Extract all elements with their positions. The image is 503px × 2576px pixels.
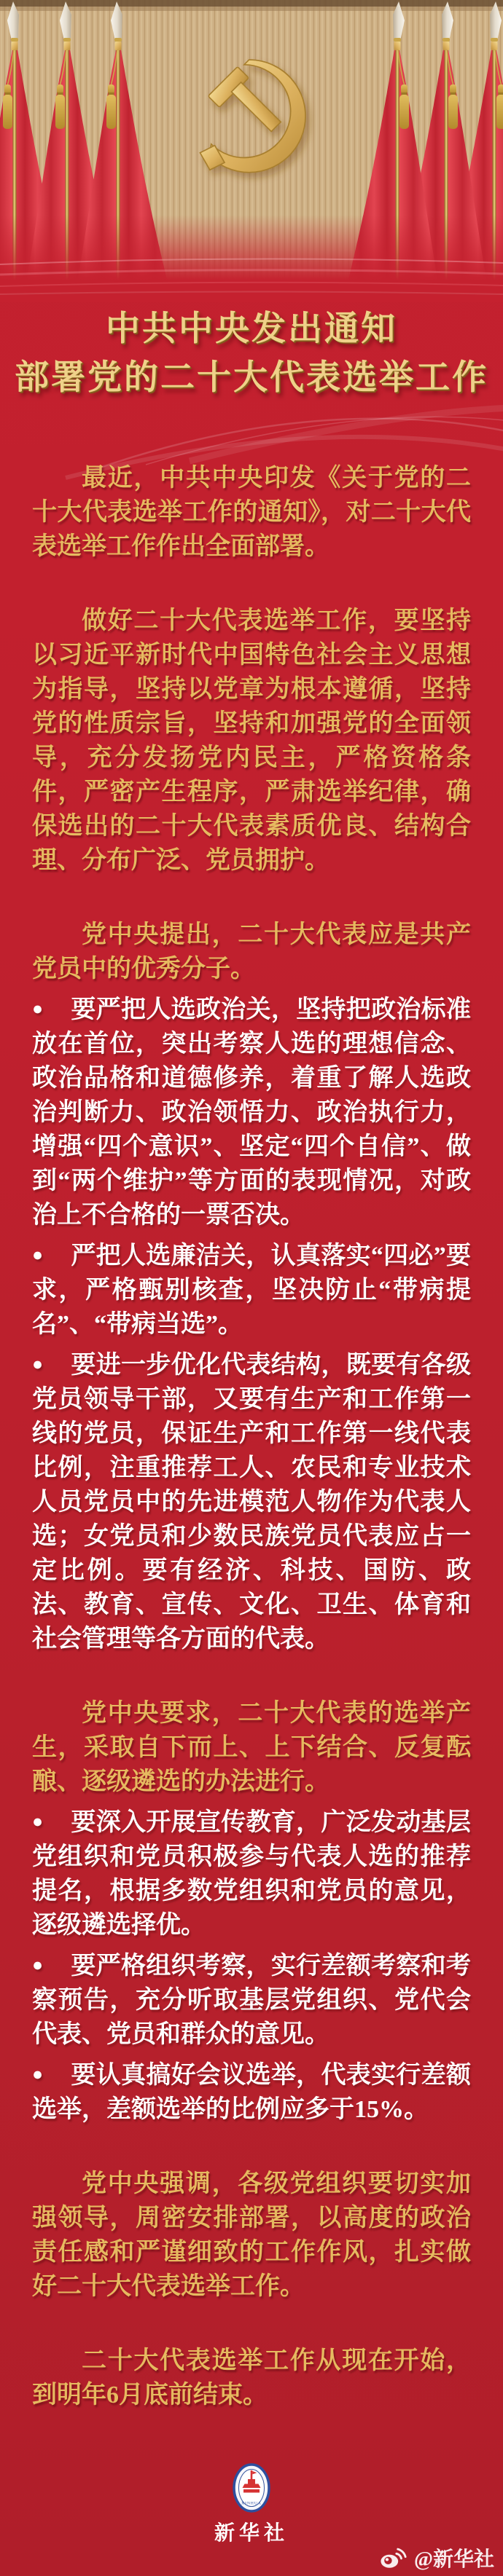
bullet-paragraph [32,1347,471,1656]
headline-line2: 部署党的二十大代表选举工作 [15,359,488,397]
bullet-dot: ● [32,1245,44,1265]
bullet-paragraph [32,1805,471,1942]
paragraph-text: 要深入开展宣传教育，广泛发动基层党组织和党员积极参与代表人选的推荐提名，根据多数党组织和党员的意见，逐级遴选择优。 [32,1809,471,1939]
bullet-paragraph [32,2057,471,2127]
weibo-watermark [380,2543,494,2572]
paragraph-text: 做好二十大代表选举工作，要坚持以习近平新时代中国特色社会主义思想为指导，坚持以党章为根本遵循，坚持党的性质宗旨，坚持和加强党的全面领导，充分发扬党内民主，严格资格条件，严密产生程序，严肃选举纪律，确保选出的二十大代表素质优良、结构合理、分布广泛、党员拥护。 [32,607,471,874]
weibo-handle: @新华社 [413,2548,494,2571]
bullet-dot: ● [32,1355,44,1374]
article-body [0,414,503,2418]
paragraph-text: 要进一步优化代表结构，既要有各级党员领导干部，又要有生产和工作第一线的党员，保证生产和工作第一线代表比例，注重推荐工人、农民和专业技术人员党员中的先进模范人物作为代表人选；女党员和少数民族党员代表应占一定比例。要有经济、科技、国防、政法、教育、宣传、文化、卫生、体育和社会管理等各方面的代表。 [32,1352,471,1653]
lead-paragraph [32,1696,471,1799]
bullet-paragraph [32,1238,471,1342]
bullet-dot: ● [32,2065,44,2084]
paragraph-text: 最近，中共中央印发《关于党的二十大代表选举工作的通知》，对二十大代表选举工作作出全面部署。 [32,465,471,560]
xinhua-logo [233,2463,270,2516]
bullet-dot: ● [32,1812,44,1832]
headline [0,305,503,403]
bullet-dot: ● [32,1955,44,1975]
agency-name: 新华社 [214,2522,289,2545]
paragraph-text: 要严把人选政治关，坚持把政治标准放在首位，突出考察人选的理想信念、政治品格和道德修养，着重了解人选政治判断力、政治领悟力、政治执行力，增强“四个意识”、坚定“四个自信”、做到“两个维护”等方面的表现情况，对政治上不合格的一票否决。 [32,996,471,1229]
paragraph-text: 要认真搞好会议选举，代表实行差额选举，差额选举的比例应多于15%。 [32,2062,471,2123]
paragraph-text: 党中央要求，二十大代表的选举产生，采取自下而上、上下结合、反复酝酿、逐级遴选的办法进行。 [32,1700,471,1795]
hero-photo [0,0,503,302]
xinhua-logo-ring-text: XINHUA [241,2501,262,2506]
paragraph-text: 严把人选廉洁关，认真落实“四必”要求，严格甄别核查，坚决防止“带病提名”、“带病当选”。 [32,1242,471,1338]
paragraph-text: 党中央强调，各级党组织要切实加强领导，周密安排部署，以高度的政治责任感和严谨细致的工作作风，扎实做好二十大代表选举工作。 [32,2170,471,2300]
paragraph-text: 要严格组织考察，实行差额考察和考察预告，充分听取基层党组织、党代会代表、党员和群众的意见。 [32,1953,471,2048]
lead-paragraph [32,461,471,564]
lead-paragraph [32,918,471,986]
bullet-paragraph [32,992,471,1232]
paragraph-text: 党中央提出，二十大代表应是共产党员中的优秀分子。 [32,921,471,982]
bullet-dot: ● [32,999,44,1019]
bullet-paragraph [32,1948,471,2052]
paragraph-text: 二十大代表选举工作从现在开始，到明年6月底前结束。 [32,2347,471,2408]
weibo-icon [380,2546,408,2569]
lead-paragraph [32,604,471,878]
lead-paragraph [32,2344,471,2412]
headline-line1: 中共中央发出通知 [106,310,397,348]
lead-paragraph [32,2167,471,2304]
